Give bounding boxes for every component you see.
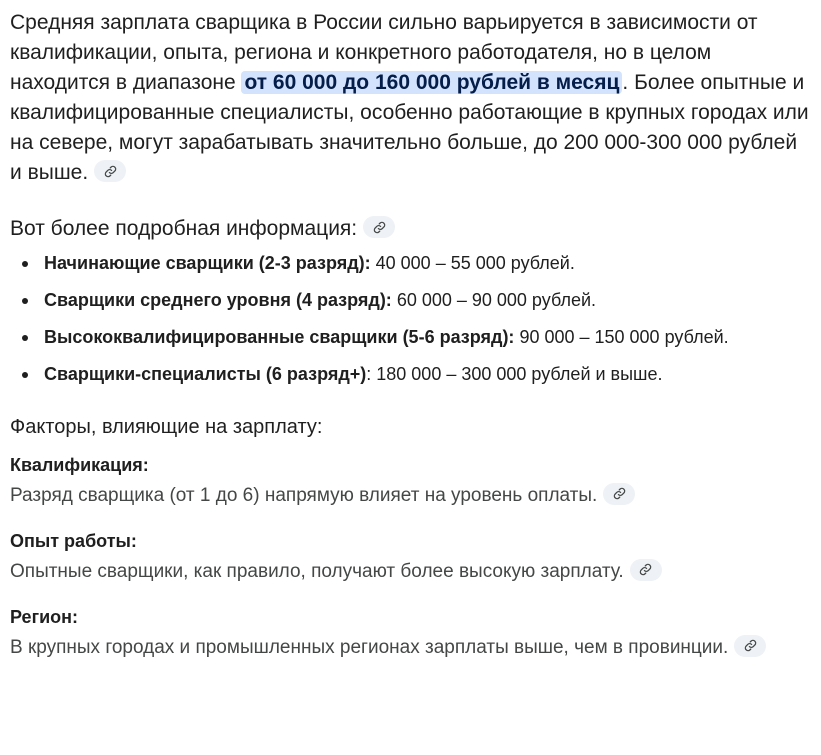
list-item (44, 324, 810, 351)
list-item-label: Высококвалифицированные сварщики (5-6 разряд): (44, 327, 515, 347)
factors-heading: Факторы, влияющие на зарплату: (10, 416, 323, 438)
factor-text (10, 558, 810, 586)
link-icon (639, 563, 652, 576)
factor-title: Регион: (10, 607, 78, 627)
link-icon (104, 165, 117, 178)
salary-levels-list (10, 250, 810, 388)
intro-text-start: Средняя зарплата сварщика в России сильно варьируется в зависимости от квалификации, опыта, региона и конкретного работодателя, но в целом находится в диапазоне (10, 11, 758, 94)
factor-text-content: Опытные сварщики, как правило, получают более высокую зарплату. (10, 561, 624, 582)
salary-range-highlight[interactable]: от 60 000 до 160 000 рублей в месяц (241, 71, 622, 94)
link-icon (744, 639, 757, 652)
list-item-label: Сварщики среднего уровня (4 разряд): (44, 290, 392, 310)
details-heading-text: Вот более подробная информация: (10, 217, 358, 240)
list-item-value: 90 000 – 150 000 рублей. (514, 327, 729, 347)
list-item (44, 361, 810, 388)
intro-paragraph (10, 8, 810, 188)
response-content (10, 8, 810, 680)
details-heading (10, 214, 810, 244)
list-item-value: 60 000 – 90 000 рублей. (391, 290, 597, 310)
list-item-value: 40 000 – 55 000 рублей. (370, 253, 575, 273)
list-item-label: Начинающие сварщики (2-3 разряд): (44, 253, 371, 273)
source-link-chip[interactable] (734, 635, 766, 657)
source-link-chip[interactable] (363, 216, 395, 238)
factor-title: Квалификация: (10, 455, 149, 475)
source-link-chip[interactable] (630, 559, 662, 581)
factor-title: Опыт работы: (10, 531, 137, 551)
list-item-label: Сварщики-специалисты (6 разряд+) (44, 364, 367, 384)
factor-text (10, 634, 810, 662)
list-item (44, 287, 810, 314)
factor-text-content: Разряд сварщика (от 1 до 6) напрямую влияет на уровень оплаты. (10, 485, 598, 506)
intro-text-end: . Более опытные и квалифицированные специалисты, особенно работающие в крупных городах или на севере, могут зарабатывать значительно больше, до 200 000-300 000 рублей и выше. (10, 71, 809, 184)
source-link-chip[interactable] (94, 160, 126, 182)
list-item-value: : 180 000 – 300 000 рублей и выше. (366, 364, 663, 384)
link-icon (613, 487, 626, 500)
list-item (44, 250, 810, 277)
factor-text-content: В крупных городах и промышленных регионах зарплаты выше, чем в провинции. (10, 637, 729, 658)
source-link-chip[interactable] (603, 483, 635, 505)
link-icon (373, 221, 386, 234)
factor-text (10, 482, 810, 510)
